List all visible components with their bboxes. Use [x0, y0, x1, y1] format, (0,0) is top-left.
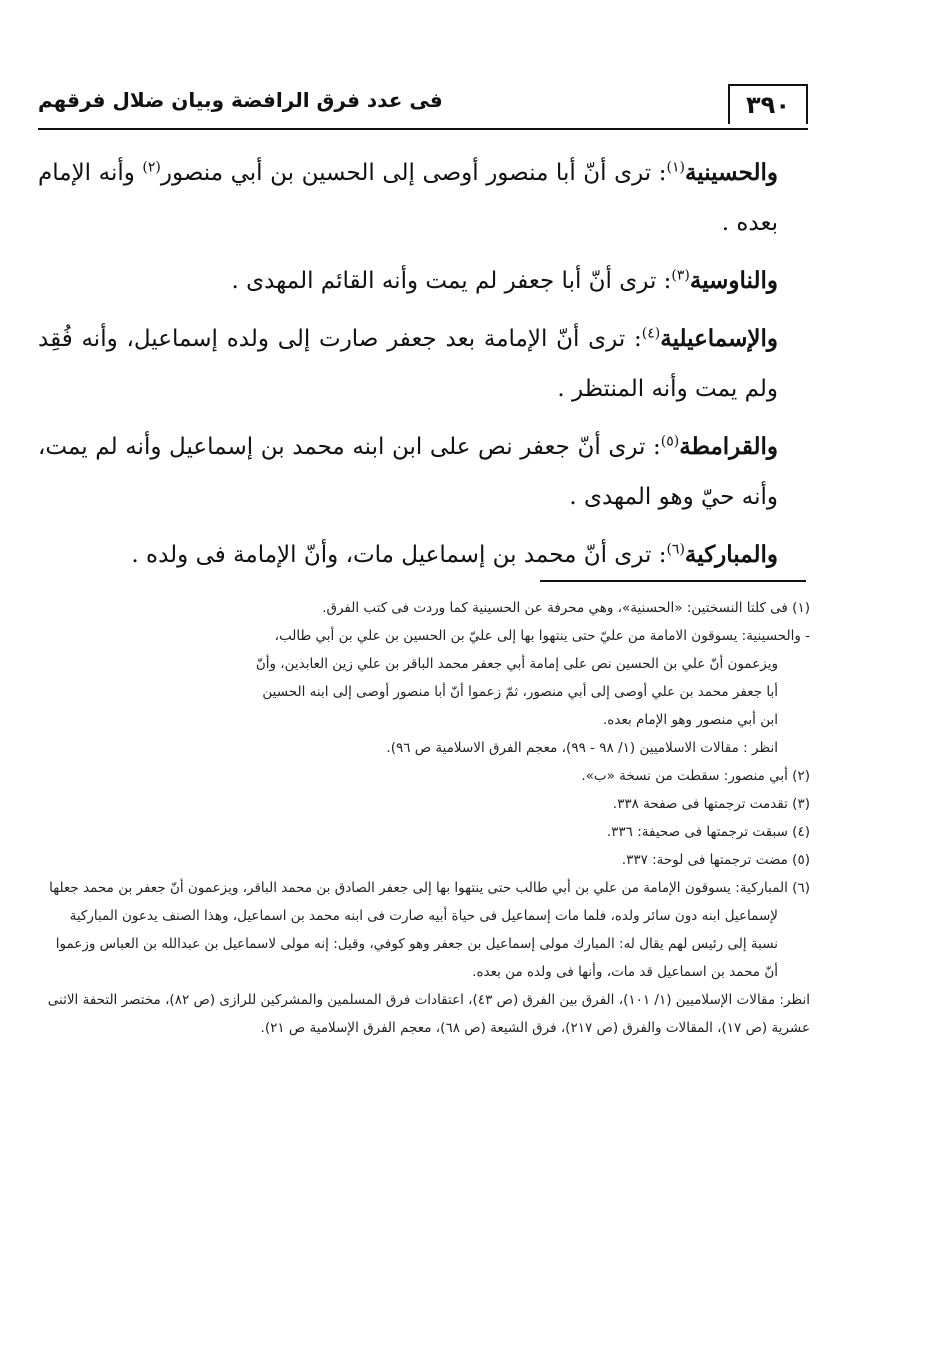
paragraph-text: وأنه الإمام بعده .: [38, 160, 778, 236]
paragraph-text: : ترى أنّ جعفر نص على ابن ابنه محمد بن إسماعيل وأنه لم يمت، وأنه حيّ وهو المهدى .: [38, 434, 778, 510]
paragraph-text: : ترى أنّ محمد بن إسماعيل مات، وأنّ الإمامة فى ولده .: [131, 542, 667, 568]
footnote-marker[interactable]: (٥): [660, 433, 680, 450]
running-title: فى عدد فرق الرافضة وبيان ضلال فرقهم: [38, 88, 443, 112]
footnote-marker[interactable]: (٦): [666, 541, 685, 558]
paragraph-text: : ترى أنّ الإمامة بعد جعفر صارت إلى ولده إسماعيل، وأنه فُقِد ولم يمت وأنه المنتظر .: [38, 326, 778, 402]
main-text: [38, 148, 808, 588]
paragraph-qaramita: [38, 422, 808, 522]
footnote: (٣) تقدمت ترجمتها فى صفحة ٣٣٨.: [612, 796, 810, 812]
page-header: [38, 82, 808, 130]
sect-term: والقرامطة: [679, 433, 778, 460]
footnote-separator: [540, 580, 806, 582]
footnote: انظر : مقالات الاسلاميين (١/ ٩٨ - ٩٩)، معجم الفرق الاسلامية ص ٩٦).: [386, 740, 778, 756]
footnote: ويزعمون أنّ علي بن الحسين نص على إمامة أبي جعفر محمد الباقر بن علي زين العابدين، وأنّ: [255, 656, 778, 672]
header-rule: [38, 128, 808, 130]
footnote: (٤) سبقت ترجمتها فى صحيفة: ٣٣٦.: [606, 824, 810, 840]
footnote: (١) فى كلتا النسختين: «الحسنية»، وهي محرفة عن الحسينية كما وردت فى كتب الفرق.: [322, 600, 810, 616]
footnote: انظر: مقالات الإسلاميين (١/ ١٠١)، الفرق بين الفرق (ص ٤٣)، اعتقادات فرق المسلمين والمشركين للرازى (ص ٨٢)، مختصر التحفة الاثنى عشرية (ص ١٧)، المقالات والفرق (ص ٢١٧)، فرق الشيعة (ص ٦٨)، معجم الفرق الإسلامية ص ٢١).: [47, 992, 810, 1036]
paragraph-text: : ترى أنّ أبا جعفر لم يمت وأنه القائم المهدى .: [231, 268, 672, 294]
sect-term: والإسماعيلية: [660, 325, 778, 352]
footnote: - والحسينية: يسوقون الامامة من عليّ حتى ينتهوا بها إلى عليّ بن الحسين بن علي بن أبي طالب،: [274, 628, 810, 644]
paragraph-husayniyya: [38, 148, 808, 248]
footnote-marker[interactable]: (٣): [671, 267, 690, 284]
paragraph-nawusiyya: [38, 256, 808, 306]
paragraph-text: : ترى أنّ أبا منصور أوصى إلى الحسين بن أبي منصور: [160, 160, 667, 186]
sect-term: والمباركية: [684, 541, 778, 568]
paragraph-mubarakiyya: [38, 530, 808, 580]
footnote: (٥) مضت ترجمتها فى لوحة: ٣٣٧.: [621, 852, 810, 868]
footnotes: [40, 594, 810, 1042]
page-number: ٣٩٠: [728, 84, 808, 124]
footnote-marker[interactable]: (٢): [142, 159, 161, 176]
sect-term: والحسينية: [684, 159, 778, 186]
footnote: (٦) المباركية: يسوقون الإمامة من علي بن أبي طالب حتى ينتهوا بها إلى جعفر الصادق بن محمد الباقر، ويزعمون أنّ جعفر بن محمد جعلها لإسماعيل ابنه دون سائر ولده، فلما مات إسماعيل فى حياة أبيه صارت فى ابنه محمد بن اسماعيل، وهذا الصنف يدعون المباركية نسبة إلى رئيس لهم يقال له: المبارك مولى إسماعيل بن جعفر وهو كوفي، وقيل: إنه مولى لاسماعيل بن عبدالله بن العباس وزعموا أنّ محمد بن اسماعيل قد مات، وأنها فى ولده من بعده.: [49, 880, 810, 980]
footnote: أبا جعفر محمد بن علي أوصى إلى أبي منصور، ثمّ زعموا أنّ أبا منصور أوصى إلى ابنه الحسين: [262, 684, 778, 700]
paragraph-ismailiyya: [38, 314, 808, 414]
footnote: (٢) أبي منصور: سقطت من نسخة «ب».: [581, 768, 810, 784]
footnote: ابن أبي منصور وهو الإمام بعده.: [603, 712, 778, 728]
footnote-marker[interactable]: (١): [666, 159, 685, 176]
footnote-marker[interactable]: (٤): [641, 325, 661, 342]
sect-term: والناوسية: [689, 267, 778, 294]
